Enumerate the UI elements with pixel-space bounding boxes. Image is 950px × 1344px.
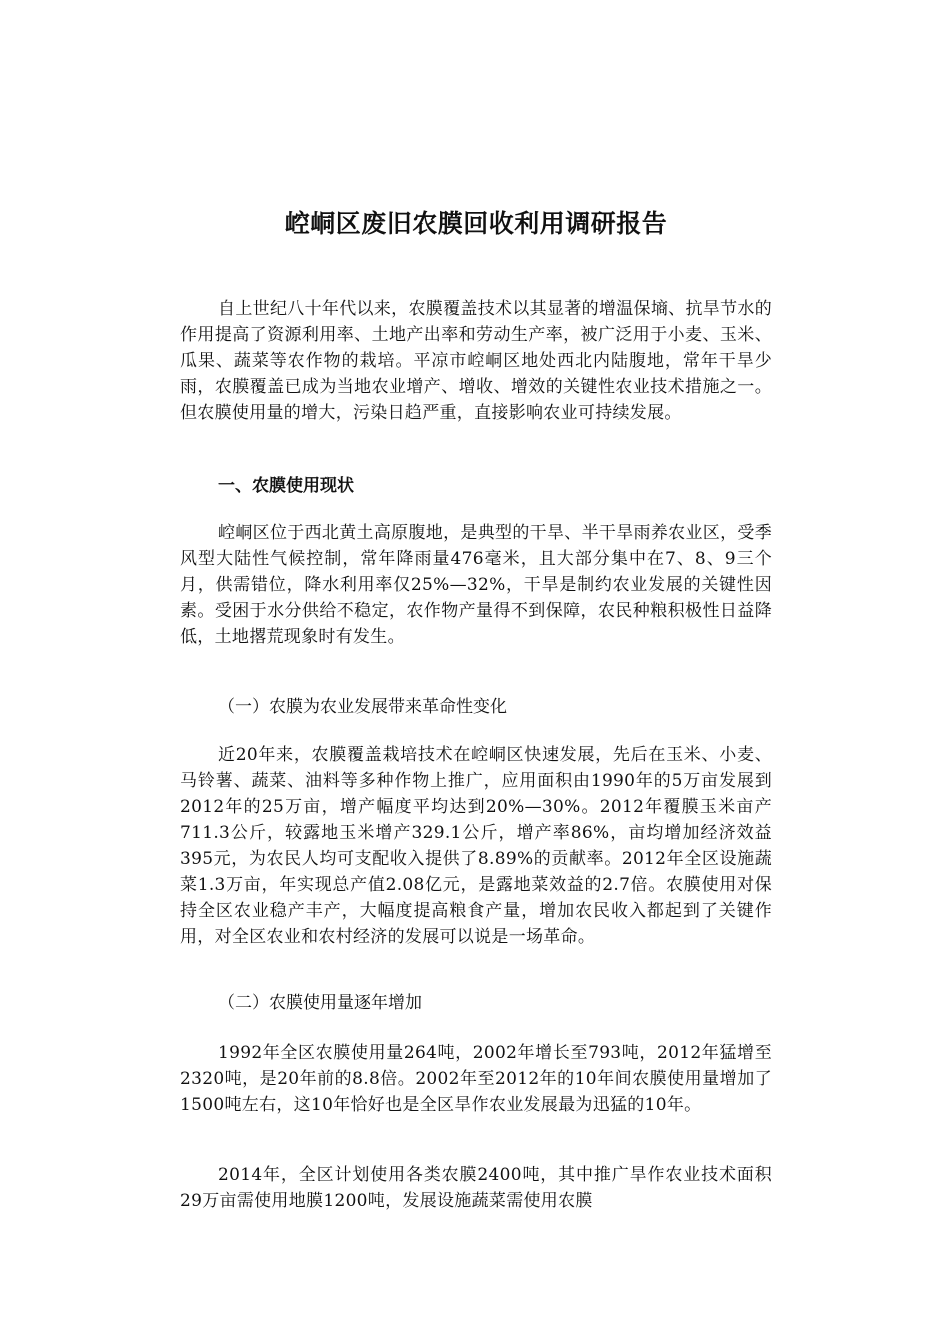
intro-paragraph: 自上世纪八十年代以来，农膜覆盖技术以其显著的增温保墒、抗旱节水的作用提高了资源利用率、土地产出率和劳动生产率，被广泛用于小麦、玉米、瓜果、蔬菜等农作物的栽培。平凉市崆峒区地处西北内陆腹地，常年干旱少雨，农膜覆盖已成为当地农业增产、增收、增效的关键性农业技术措施之一。但农膜使用量的增大，污染日趋严重，直接影响农业可持续发展。 xyxy=(180,299,772,423)
section1-paragraph: 崆峒区位于西北黄土高原腹地，是典型的干旱、半干旱雨养农业区，受季风型大陆性气候控制，常年降雨量476毫米，且大部分集中在7、8、9三个月，供需错位，降水利用率仅25%—32%，干旱是制约农业发展的关键性因素。受困于水分供给不稳定，农作物产量得不到保障，农民种粮积极性日益降低，土地撂荒现象时有发生。 xyxy=(180,523,772,647)
subsection2-paragraph-1: 1992年全区农膜使用量264吨，2002年增长至793吨，2012年猛增至2320吨，是20年前的8.8倍。2002年至2012年的10年间农膜使用量增加了1500吨左右，这10年恰好也是全区旱作农业发展最为迅猛的10年。 xyxy=(180,1043,772,1115)
subsection1-paragraph: 近20年来，农膜覆盖栽培技术在崆峒区快速发展，先后在玉米、小麦、马铃薯、蔬菜、油料等多种作物上推广，应用面积由1990年的5万亩发展到2012年的25万亩，增产幅度平均达到20%—30%。2012年覆膜玉米亩产711.3公斤，较露地玉米增产329.1公斤，增产率86%，亩均增加经济效益395元，为农民人均可支配收入提供了8.89%的贡献率。2012年全区设施蔬菜1.3万亩，年实现总产值2.08亿元，是露地菜效益的2.7倍。农膜使用对保持全区农业稳产丰产，大幅度提高粮食产量，增加农民收入都起到了关键作用，对全区农业和农村经济的发展可以说是一场革命。 xyxy=(180,745,772,947)
subsection2-paragraph-2: 2014年，全区计划使用各类农膜2400吨，其中推广旱作农业技术面积29万亩需使用地膜1200吨，发展设施蔬菜需使用农膜 xyxy=(180,1165,772,1211)
subsection-heading-revolution: （一）农膜为农业发展带来革命性变化 xyxy=(218,697,507,717)
section-heading-usage-status: 一、农膜使用现状 xyxy=(218,476,354,496)
document-title: 崆峒区废旧农膜回收利用调研报告 xyxy=(284,209,668,238)
subsection-heading-usage-increase: （二）农膜使用量逐年增加 xyxy=(218,993,422,1013)
